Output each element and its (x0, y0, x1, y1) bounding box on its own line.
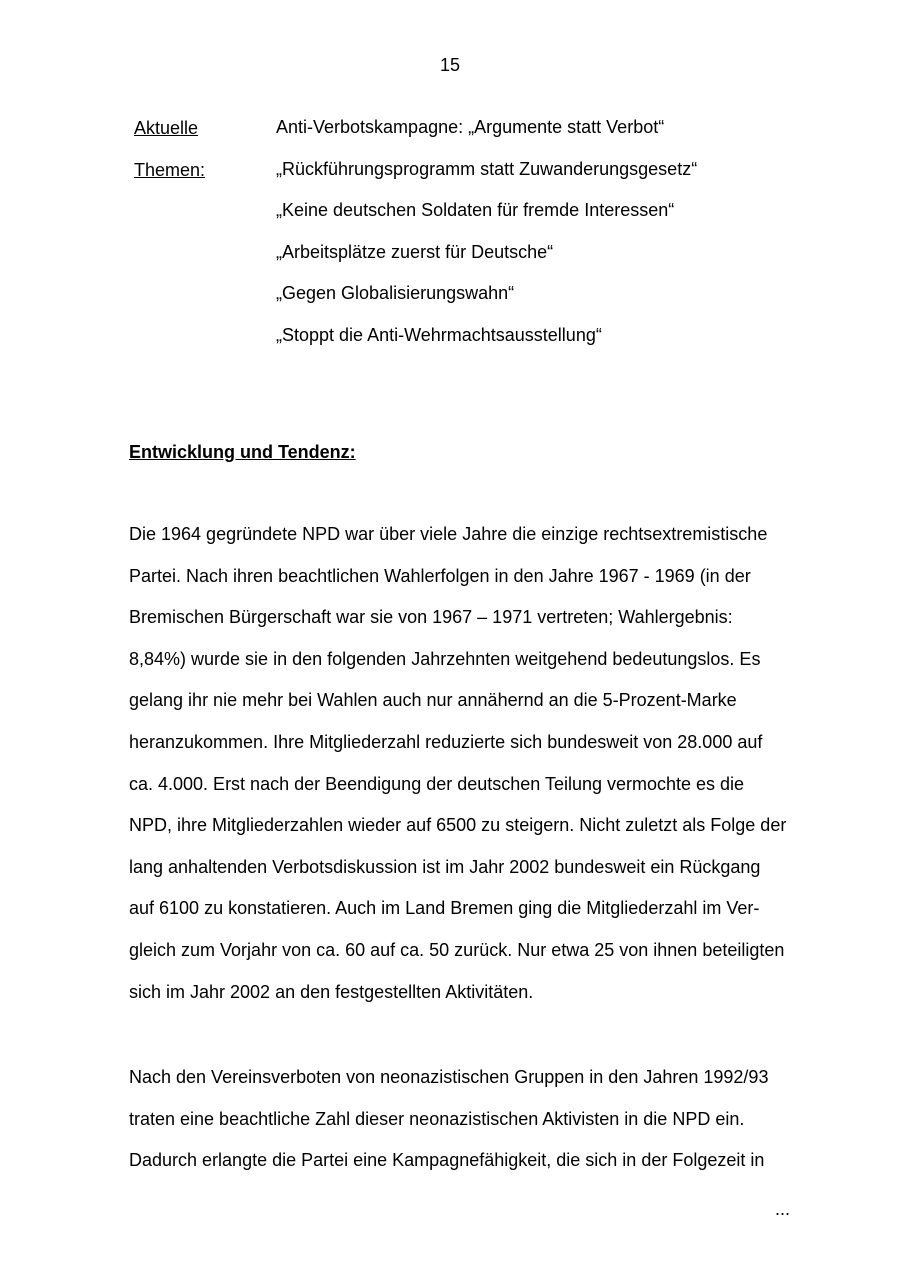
text-line: auf 6100 zu konstatieren. Auch im Land Bremen ging die Mitgliederzahl im Ver- (129, 898, 760, 919)
topics-list (276, 107, 697, 357)
text-line: Partei. Nach ihren beachtlichen Wahlerfolgen in den Jahre 1967 - 1969 (in der (129, 565, 751, 586)
text-line: gelang ihr nie mehr bei Wahlen auch nur annähernd an die 5-Prozent-Marke (129, 690, 737, 711)
text-line: Nach den Vereinsverboten von neonazistischen Gruppen in den Jahren 1992/93 (129, 1067, 769, 1087)
topic-item: Anti-Verbotskampagne: „Argumente statt Verbot“ (276, 117, 665, 137)
text-line: Bremischen Bürgerschaft war sie von 1967 – 1971 vertreten; Wahlergebnis: (129, 607, 733, 628)
text-line: lang anhaltenden Verbotsdiskussion ist im Jahr 2002 bundesweit ein Rückgang (129, 856, 761, 877)
topic-item: „Keine deutschen Soldaten für fremde Interessen“ (276, 200, 675, 221)
topic-item: „Stoppt die Anti-Wehrmachtsausstellung“ (276, 324, 602, 345)
topics-label-line-1: Aktuelle (134, 118, 199, 138)
text-line: heranzukommen. Ihre Mitgliederzahl reduzierte sich bundesweit von 28.000 auf (129, 731, 763, 752)
text-line: 8,84%) wurde sie in den folgenden Jahrzehnten weitgehend bedeutungslos. Es (129, 648, 761, 669)
section-heading: Entwicklung und Tendenz: (129, 442, 356, 462)
topics-label (134, 107, 205, 191)
text-line: traten eine beachtliche Zahl dieser neonazistischen Aktivisten in die NPD ein. (129, 1108, 745, 1129)
text-line: ca. 4.000. Erst nach der Beendigung der deutschen Teilung vermochte es die (129, 773, 745, 794)
text-line: Die 1964 gegründete NPD war über viele Jahre die einzige rechtsextremistische (129, 524, 768, 544)
topic-item: „Rückführungsprogramm statt Zuwanderungsgesetz“ (276, 158, 698, 179)
text-line: gleich zum Vorjahr von ca. 60 auf ca. 50 zurück. Nur etwa 25 von ihnen beteiligten (129, 939, 785, 960)
text-line: NPD, ihre Mitgliederzahlen wieder auf 6500 zu steigern. Nicht zuletzt als Folge der (129, 815, 787, 836)
topic-item: „Gegen Globalisierungswahn“ (276, 283, 515, 304)
page-number: 15 (439, 55, 461, 75)
continuation-marker: ... (775, 1199, 791, 1219)
body-paragraph-2 (129, 1057, 809, 1182)
text-line: sich im Jahr 2002 an den festgestellten Aktivitäten. (129, 981, 534, 1002)
body-paragraph-1 (129, 514, 809, 1013)
topics-label-line-2: Themen: (134, 160, 206, 180)
topic-item: „Arbeitsplätze zuerst für Deutsche“ (276, 241, 554, 262)
text-line: Dadurch erlangte die Partei eine Kampagnefähigkeit, die sich in der Folgezeit in (129, 1150, 765, 1171)
